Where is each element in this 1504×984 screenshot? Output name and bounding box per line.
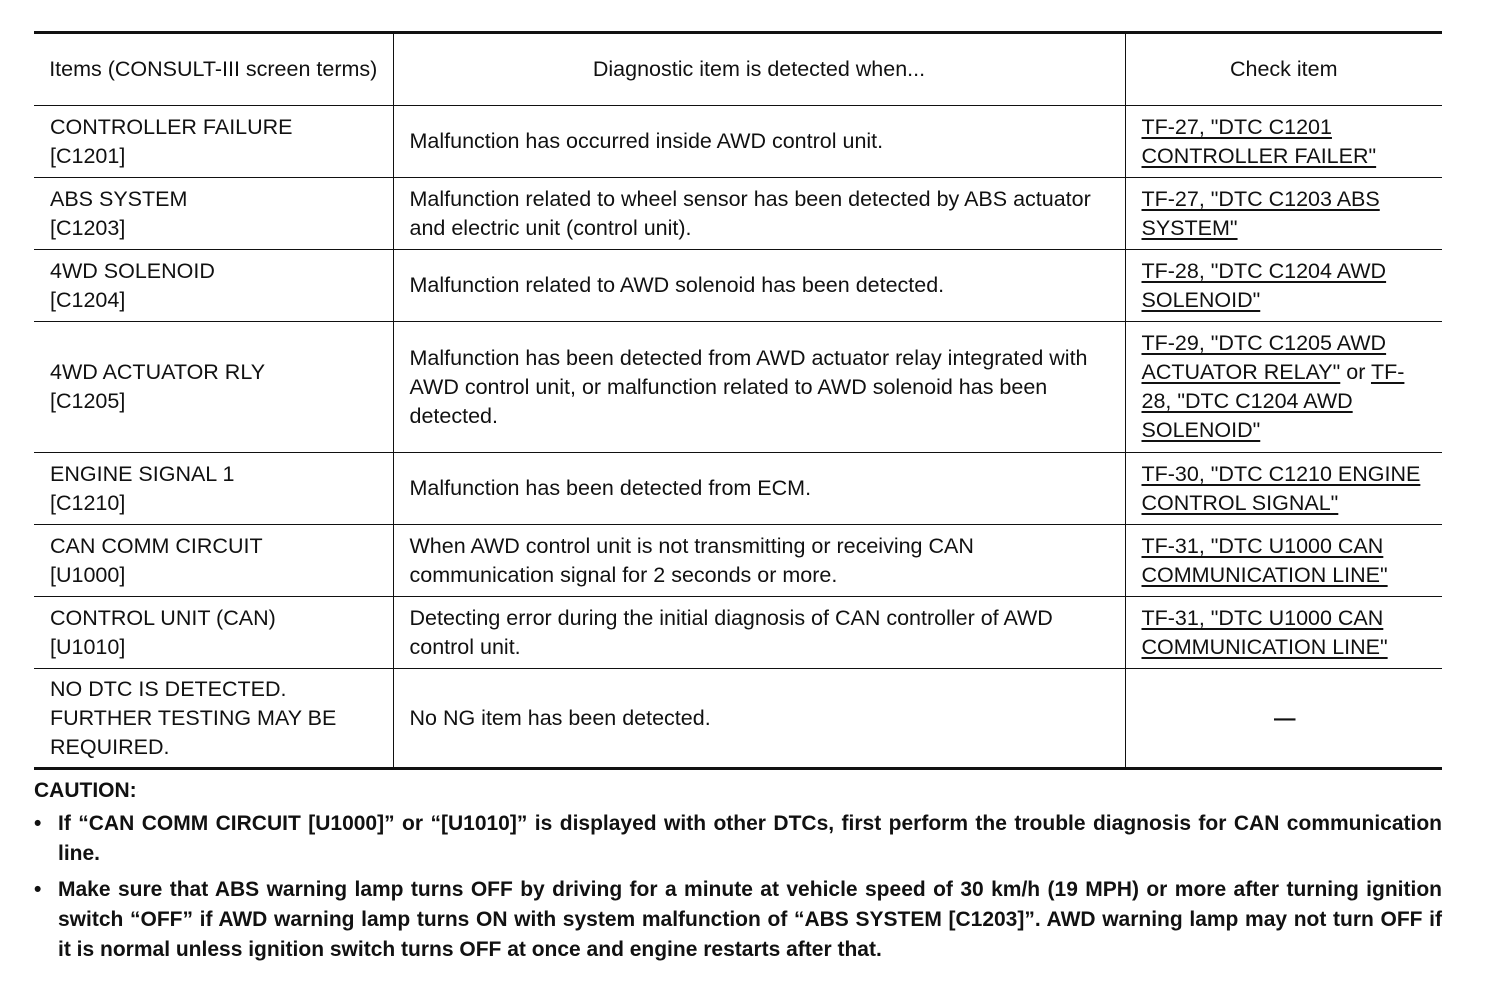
check-cell [1125, 250, 1442, 322]
table-row [34, 525, 1442, 597]
item-code: [U1000] [50, 562, 126, 587]
table-row [34, 322, 1442, 453]
item-code: [C1210] [50, 490, 126, 515]
header-check-item: Check item [1125, 33, 1442, 106]
item-name: ENGINE SIGNAL 1 [50, 461, 235, 486]
table-row [34, 178, 1442, 250]
caution-section [34, 776, 1442, 965]
document-page [34, 31, 1442, 971]
table-row [34, 453, 1442, 525]
detected-cell: Malfunction has been detected from ECM. [393, 453, 1125, 525]
item-cell [34, 178, 393, 250]
item-name: 4WD SOLENOID [50, 258, 215, 283]
check-link[interactable]: TF-27, "DTC C1203 ABS SYSTEM" [1141, 186, 1380, 240]
item-cell [34, 106, 393, 178]
dtc-table [34, 31, 1442, 770]
item-code: [C1203] [50, 215, 126, 240]
detected-cell: Malfunction has been detected from AWD actuator relay integrated with AWD control unit, or malfunction related to AWD solenoid has been detected. [393, 322, 1125, 453]
detected-cell: When AWD control unit is not transmitting or receiving CAN communication signal for 2 seconds or more. [393, 525, 1125, 597]
caution-item [34, 809, 1442, 869]
check-cell [1125, 106, 1442, 178]
check-cell [1125, 597, 1442, 669]
caution-title: CAUTION: [34, 779, 137, 802]
check-link[interactable]: TF-28, "DTC C1204 AWD SOLENOID" [1141, 258, 1387, 312]
item-code: [U1010] [50, 634, 126, 659]
item-name: 4WD ACTUATOR RLY [50, 360, 266, 384]
table-row [34, 669, 1442, 769]
item-code: [C1204] [50, 287, 126, 312]
header-detected-when: Diagnostic item is detected when... [393, 33, 1125, 106]
detected-cell: Malfunction related to AWD solenoid has been detected. [393, 250, 1125, 322]
caution-item [34, 875, 1442, 965]
check-link[interactable]: TF-31, "DTC U1000 CAN COMMUNICATION LINE" [1141, 605, 1388, 659]
check-link[interactable]: TF-27, "DTC C1201 CONTROLLER FAILER" [1141, 114, 1377, 168]
item-cell [34, 250, 393, 322]
item-code: [C1205] [50, 389, 126, 413]
no-check-dash: — [1274, 705, 1296, 730]
table-header [34, 33, 1442, 106]
check-link[interactable]: TF-31, "DTC U1000 CAN COMMUNICATION LINE" [1141, 533, 1388, 587]
check-cell [1125, 322, 1442, 453]
detected-cell: Detecting error during the initial diagnosis of CAN controller of AWD control unit. [393, 597, 1125, 669]
check-cell [1125, 525, 1442, 597]
caution-text: If “CAN COMM CIRCUIT [U1000]” or “[U1010]” is displayed with other DTCs, first perform the trouble diagnosis for CAN communication line. [58, 812, 1442, 865]
table-row [34, 106, 1442, 178]
bullet-icon: • [34, 812, 42, 835]
item-name: CONTROLLER FAILURE [50, 114, 293, 139]
detected-cell: Malfunction has occurred inside AWD control unit. [393, 106, 1125, 178]
caution-text: Make sure that ABS warning lamp turns OFF by driving for a minute at vehicle speed of 30 km/h (19 MPH) or more after turning ignition switch “OFF” if AWD warning lamp turns ON with system malfunction of “ABS SYSTEM [C1203]”. AWD warning lamp may not turn OFF if it is normal unless ignition switch turns OFF at once and engine restarts after that. [58, 878, 1442, 961]
item-cell [34, 525, 393, 597]
item-name: CONTROL UNIT (CAN) [50, 605, 276, 630]
check-link-separator: or [1340, 360, 1371, 384]
bullet-icon: • [34, 878, 42, 901]
header-items: Items (CONSULT-III screen terms) [49, 57, 378, 81]
item-name: NO DTC IS DETECTED. FURTHER TESTING MAY BE REQUIRED. [50, 676, 337, 759]
table-row [34, 250, 1442, 322]
check-link[interactable]: TF-29, "DTC C1205 AWD ACTUATOR RELAY" [1141, 331, 1387, 384]
item-code: [C1201] [50, 143, 126, 168]
table-body [34, 106, 1442, 769]
item-name: ABS SYSTEM [50, 186, 188, 211]
item-name: CAN COMM CIRCUIT [50, 533, 263, 558]
header-row [34, 33, 1442, 106]
check-link[interactable]: TF-30, "DTC C1210 ENGINE CONTROL SIGNAL" [1141, 461, 1421, 515]
item-cell [34, 597, 393, 669]
detected-cell: Malfunction related to wheel sensor has been detected by ABS actuator and electric unit (control unit). [393, 178, 1125, 250]
check-cell [1125, 178, 1442, 250]
item-cell [34, 669, 393, 769]
item-cell [34, 453, 393, 525]
table-row [34, 597, 1442, 669]
check-cell [1125, 669, 1442, 769]
detected-cell: No NG item has been detected. [393, 669, 1125, 769]
check-link-secondary[interactable]: TF-28, "DTC C1204 AWD SOLENOID" [1141, 360, 1405, 442]
check-cell [1125, 453, 1442, 525]
item-cell [34, 322, 393, 453]
